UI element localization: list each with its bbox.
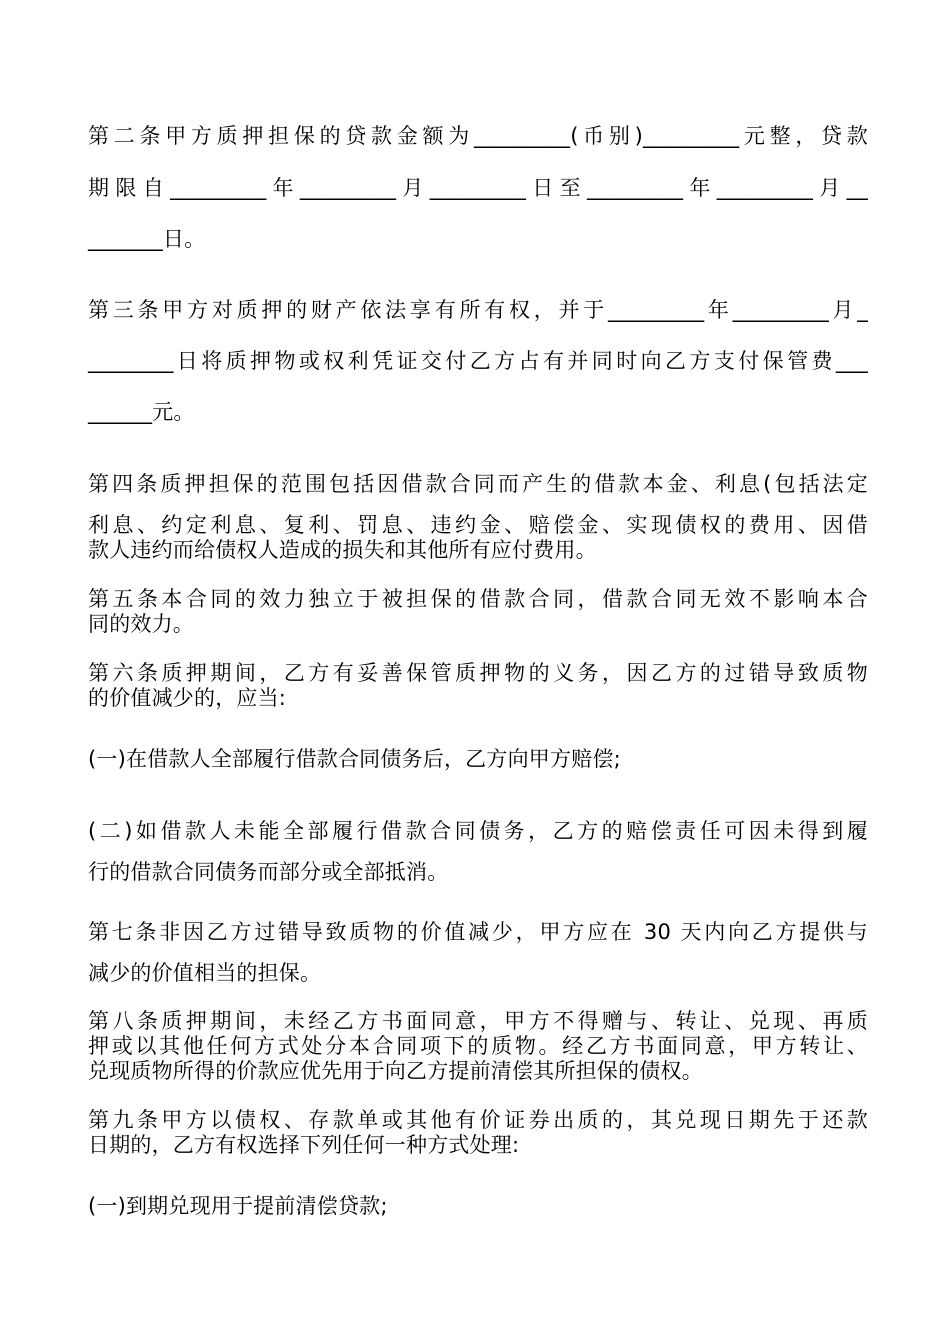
text-line: ________日将质押物或权利凭证交付乙方占有并同时向乙方支付保管费___ xyxy=(88,349,868,373)
text-line: (二)如借款人未能全部履行借款合同债务，乙方的赔偿责任可因未得到履 xyxy=(88,819,868,843)
text-line: (一)到期兑现用于提前清偿贷款; xyxy=(88,1194,388,1218)
text-line: 兑现质物所得的价款应优先用于向乙方提前清偿其所担保的债权。 xyxy=(88,1059,703,1083)
text-line: 日期的，乙方有权选择下列任何一种方式处理: xyxy=(88,1133,520,1157)
text-line: 期限自_________年_________月_________日至_________年_________月__ xyxy=(88,176,868,200)
text-line: 行的借款合同债务而部分或全部抵消。 xyxy=(88,860,449,884)
text-line: 第四条质押担保的范围包括因借款合同而产生的借款本金、利息(包括法定 xyxy=(88,472,868,496)
text-line: 第三条甲方对质押的财产依法享有所有权，并于_________年_________月_ xyxy=(88,298,868,322)
text-line: ______元。 xyxy=(88,400,195,424)
text-line: 同的效力。 xyxy=(88,612,194,636)
text-line: (一)在借款人全部履行借款合同债务后，乙方向甲方赔偿; xyxy=(88,747,621,771)
text-line: _______日。 xyxy=(88,227,206,251)
text-line: 第五条本合同的效力独立于被担保的借款合同，借款合同无效不影响本合 xyxy=(88,587,868,611)
text-line: 押或以其他任何方式处分本合同项下的质物。经乙方书面同意，甲方转让、 xyxy=(88,1034,868,1058)
text-line: 第二条甲方质押担保的贷款金额为_________(币别)_________元整，贷款 xyxy=(88,124,868,148)
text-line: 第六条质押期间，乙方有妥善保管质押物的义务，因乙方的过错导致质物 xyxy=(88,661,868,685)
text-line: 款人违约而给债权人造成的损失和其他所有应付费用。 xyxy=(88,538,597,562)
text-line: 利息、约定利息、复利、罚息、违约金、赔偿金、实现债权的费用、因借 xyxy=(88,513,868,537)
text-line: 减少的价值相当的担保。 xyxy=(88,961,322,985)
text-line: 第九条甲方以债权、存款单或其他有价证券出质的，其兑现日期先于还款 xyxy=(88,1108,868,1132)
text-line: 的价值减少的，应当: xyxy=(88,686,287,710)
text-line: 第八条质押期间，未经乙方书面同意，甲方不得赠与、转让、兑现、再质 xyxy=(88,1009,868,1033)
text-line: 第七条非因乙方过错导致质物的价值减少，甲方应在 30 天内向乙方提供与 xyxy=(88,920,868,944)
